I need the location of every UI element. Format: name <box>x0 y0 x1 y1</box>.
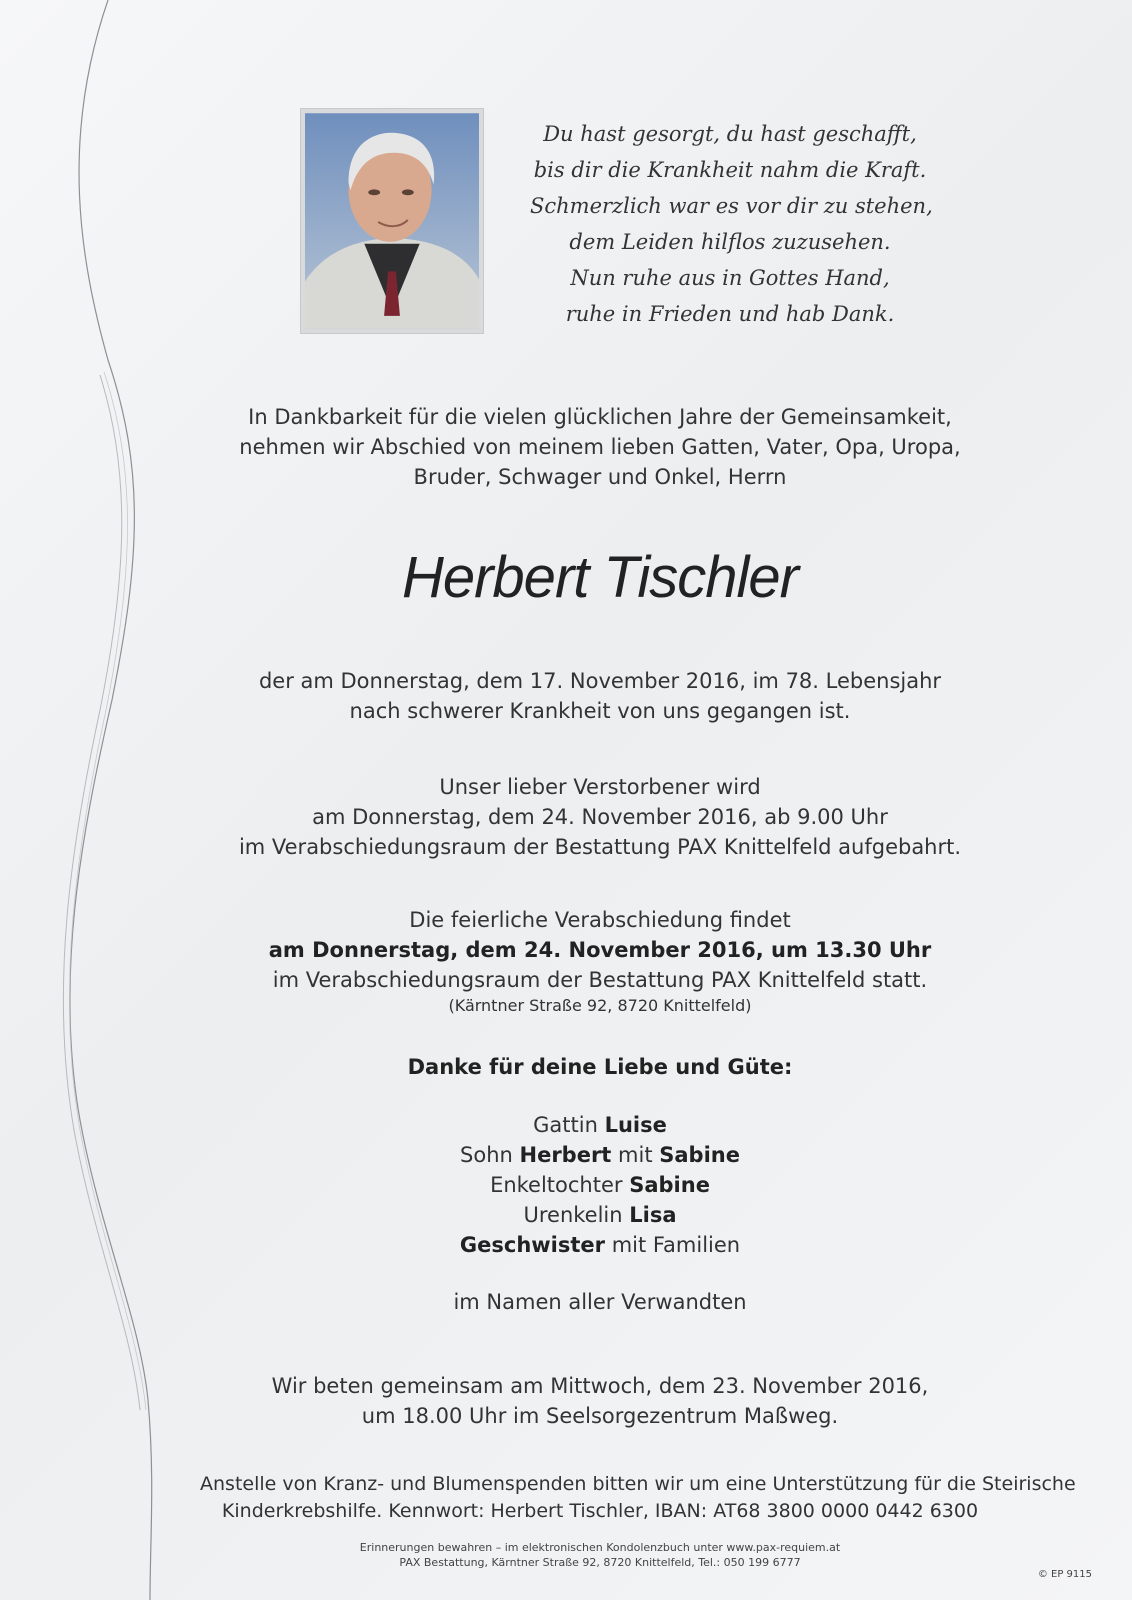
intro-line: Bruder, Schwager und Onkel, Herrn <box>413 465 787 489</box>
mourner-line: Sohn Herbert mit Sabine <box>460 1143 740 1167</box>
decorative-wave-lines <box>0 0 200 1600</box>
viewing-line: im Verabschiedungsraum der Bestattung PAX Knittelfeld aufgebahrt. <box>238 835 962 859</box>
mourner-line: Geschwister mit Familien <box>459 1233 741 1257</box>
relatives-line: im Namen aller Verwandten <box>453 1290 747 1314</box>
intro-line: In Dankbarkeit für die vielen glücklichen Jahre der Gemeinsamkeit, <box>248 405 952 429</box>
poem-line: dem Leiden hilflos zuzusehen. <box>569 230 891 254</box>
poem-line: bis dir die Krankheit nahm die Kraft. <box>533 158 927 182</box>
ep-number: © EP 9115 <box>1037 1569 1092 1580</box>
viewing-line: Unser lieber Verstorbener wird <box>439 775 761 799</box>
viewing-line: am Donnerstag, dem 24. November 2016, ab 9.00 Uhr <box>312 805 888 829</box>
poem-line: Du hast gesorgt, du hast geschafft, <box>543 122 917 146</box>
poem-line: Nun ruhe aus in Gottes Hand, <box>570 266 890 290</box>
poem-line: ruhe in Frieden und hab Dank. <box>565 302 895 326</box>
intro-line: nehmen wir Abschied von meinem lieben Gatten, Vater, Opa, Uropa, <box>239 435 961 459</box>
poem <box>530 116 933 332</box>
prayer-line: um 18.00 Uhr im Seelsorgezentrum Maßweg. <box>361 1404 839 1428</box>
mourner-line: Gattin Luise <box>533 1113 667 1137</box>
mourner-line: Urenkelin Lisa <box>523 1203 677 1227</box>
donation-line: Anstelle von Kranz- und Blumenspenden bitten wir um eine Unterstützung für die Steirische <box>200 1473 1076 1495</box>
ceremony-address: (Kärntner Straße 92, 8720 Knittelfeld) <box>448 996 752 1015</box>
deceased-name: Herbert Tischler <box>401 545 799 610</box>
death-notice-line: nach schwerer Krankheit von uns gegangen ist. <box>349 699 851 723</box>
death-notice-line: der am Donnerstag, dem 17. November 2016, im 78. Lebensjahr <box>258 669 942 693</box>
prayer-info <box>200 1371 1000 1431</box>
footer <box>200 1540 1000 1570</box>
ceremony-info <box>200 905 1000 1017</box>
ceremony-place: im Verabschiedungsraum der Bestattung PAX Knittelfeld statt. <box>272 968 928 992</box>
footer-line: PAX Bestattung, Kärntner Straße 92, 8720 Knittelfeld, Tel.: 050 199 6777 <box>399 1556 801 1569</box>
viewing-info <box>200 772 1000 862</box>
death-notice <box>200 666 1000 726</box>
mourner-line: Enkeltochter Sabine <box>490 1173 710 1197</box>
prayer-line: Wir beten gemeinsam am Mittwoch, dem 23. November 2016, <box>271 1374 929 1398</box>
mourners-list <box>200 1110 1000 1260</box>
donation-info <box>200 1471 1076 1525</box>
donation-line: Kinderkrebshilfe. Kennwort: Herbert Tischler, IBAN: AT68 3800 0000 0442 6300 <box>221 1500 979 1522</box>
footer-line: Erinnerungen bewahren – im elektronischen Kondolenzbuch unter www.pax-requiem.at <box>359 1541 841 1554</box>
portrait-photo <box>300 108 484 334</box>
ceremony-intro: Die feierliche Verabschiedung findet <box>409 908 791 932</box>
portrait-image <box>305 113 479 329</box>
ceremony-datetime: am Donnerstag, dem 24. November 2016, um 13.30 Uhr <box>268 938 932 962</box>
intro-text <box>200 402 1000 492</box>
poem-line: Schmerzlich war es vor dir zu stehen, <box>530 194 933 218</box>
thanks-heading: Danke für deine Liebe und Güte: <box>407 1055 793 1079</box>
